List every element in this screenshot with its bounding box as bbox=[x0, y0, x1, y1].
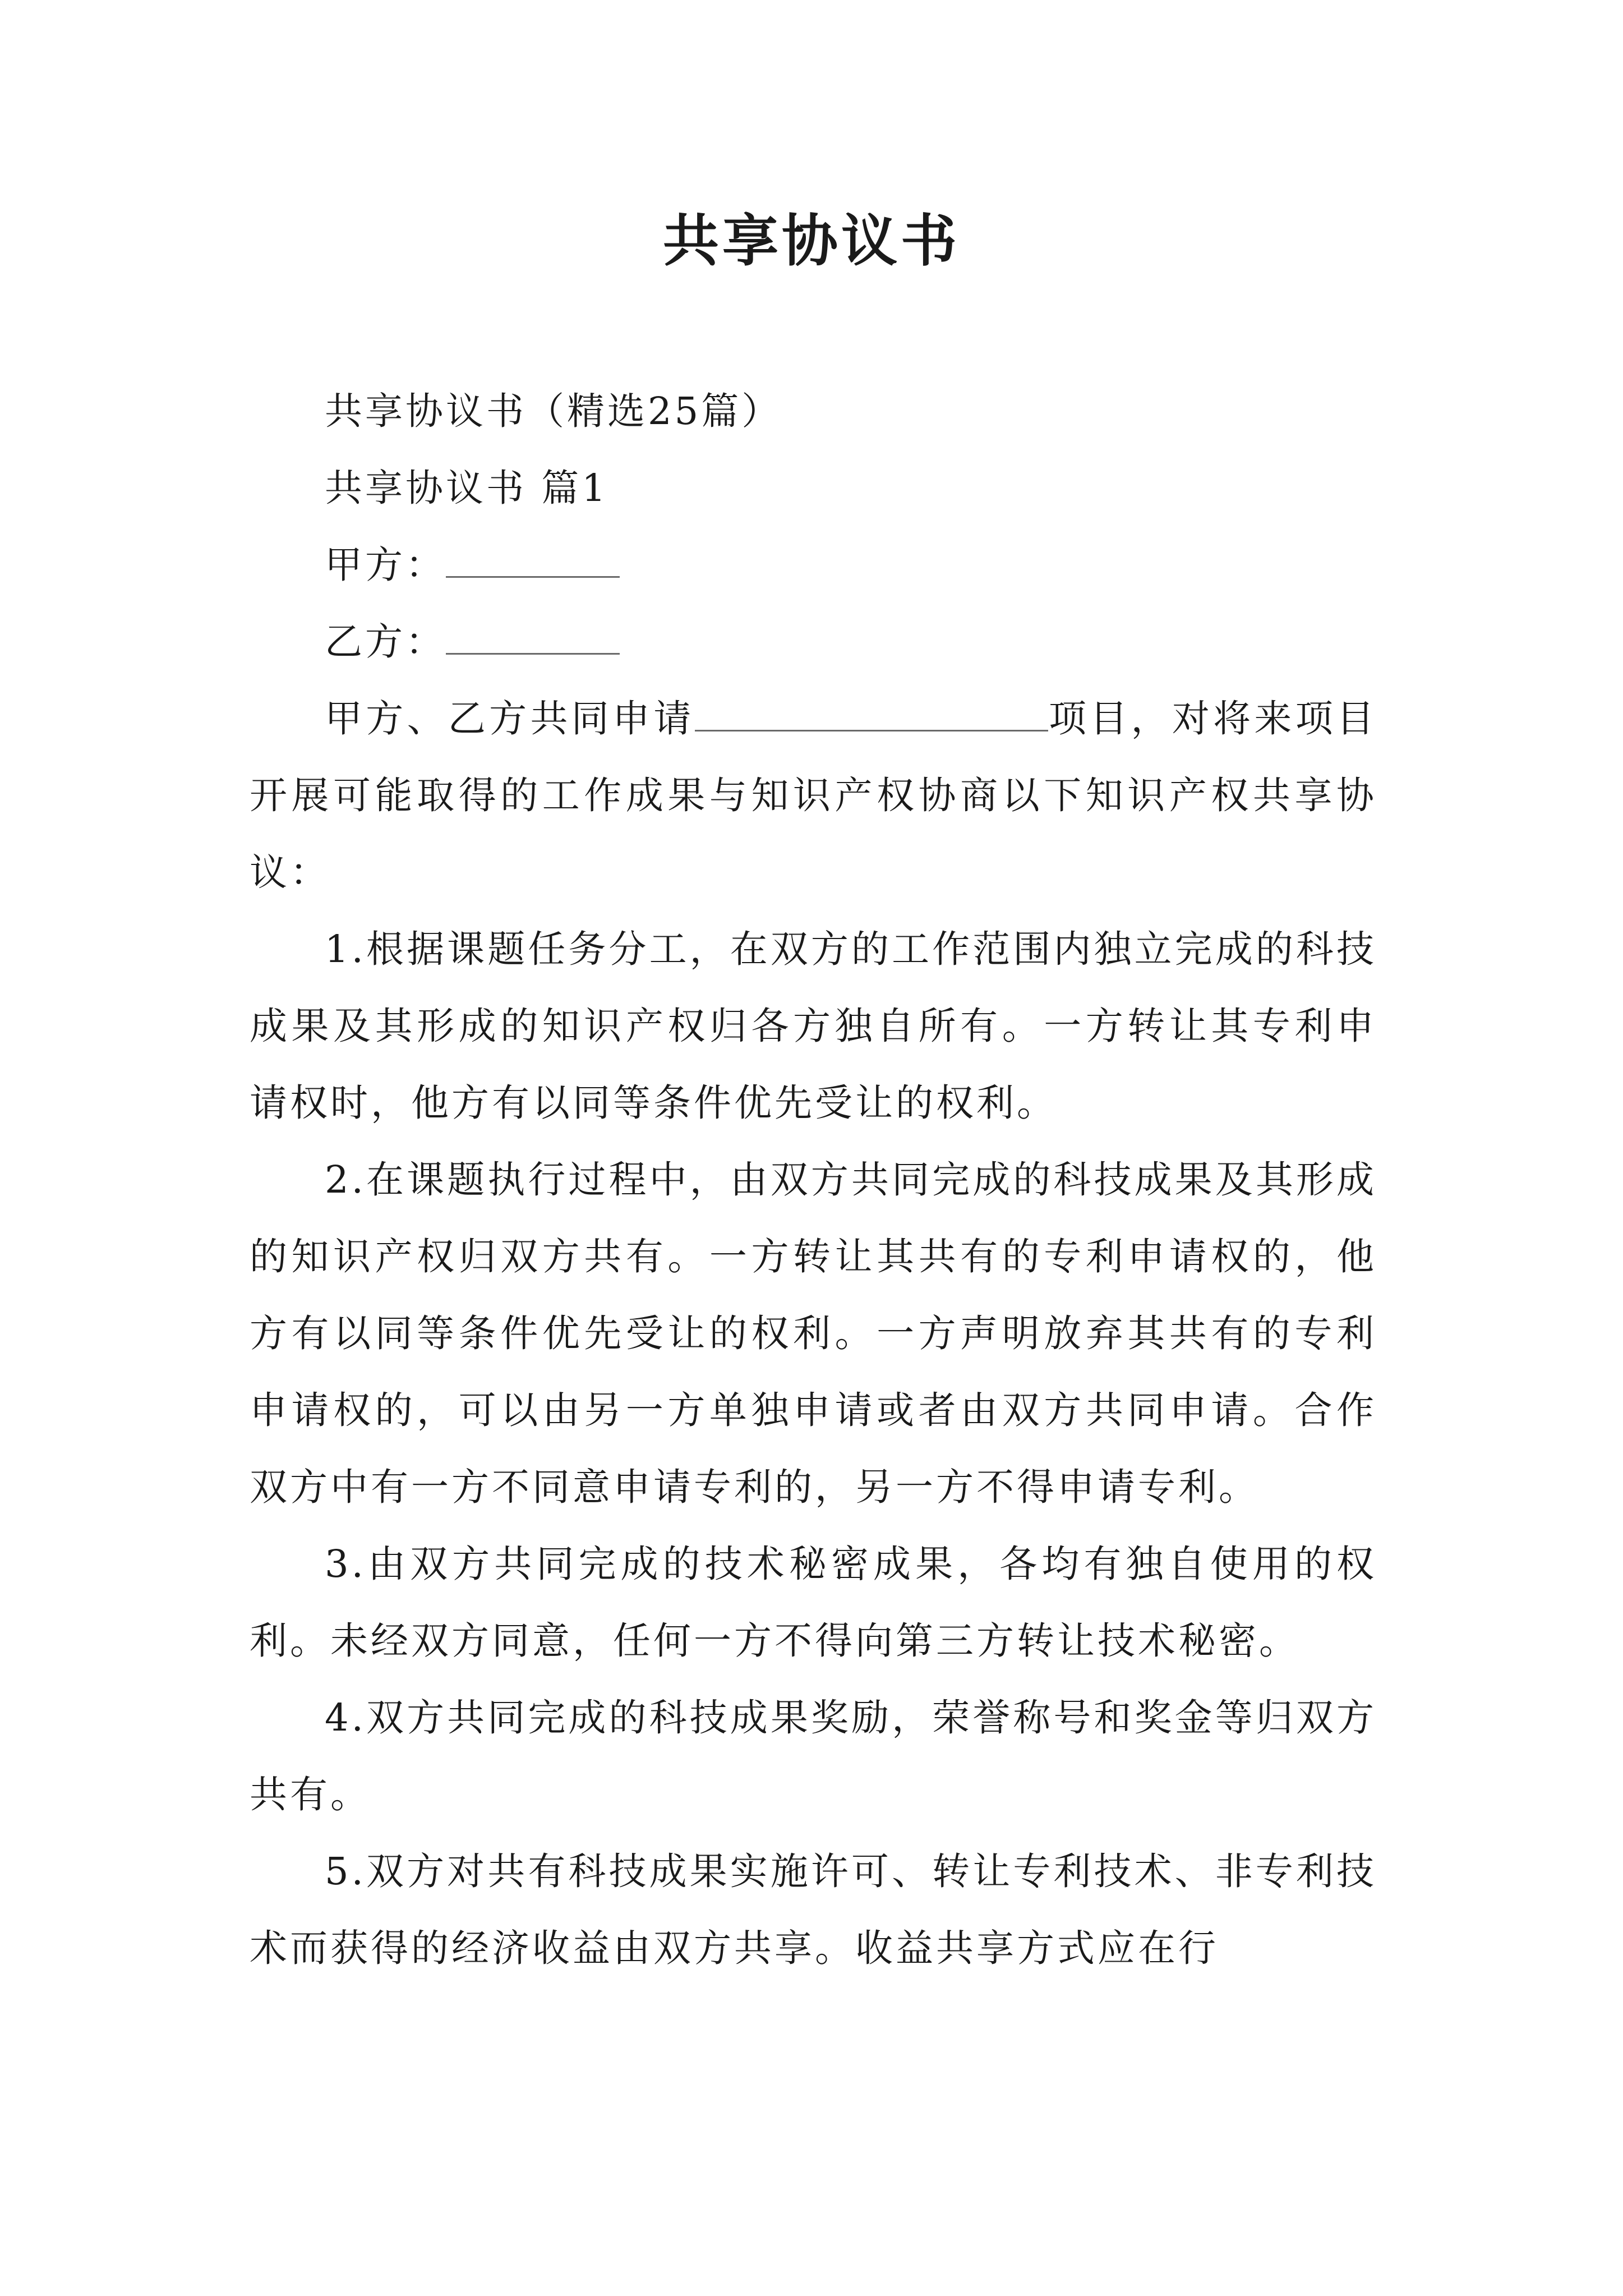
section-heading: 共享协议书 篇1 bbox=[325, 466, 608, 510]
party-b-blank bbox=[446, 624, 620, 655]
party-a-line bbox=[250, 527, 1377, 604]
intro-text-after: 项目，对将来项目开展可能取得的工作成果与知识产权协商以下知识产权共享协议： bbox=[250, 697, 1377, 894]
document-title: 共享协议书 bbox=[663, 208, 960, 274]
party-b-line bbox=[250, 604, 1377, 680]
clause-paragraph: 1.根据课题任务分工，在双方的工作范围内独立完成的科技成果及其形成的知识产权归各方独自所有。一方转让其专利申请权时，他方有以同等条件优先受让的权利。 bbox=[250, 927, 1377, 1125]
clause-paragraph: 5.双方对共有科技成果实施许可、转让专利技术、非专利技术而获得的经济收益由双方共享。收益共享方式应在行 bbox=[250, 1849, 1377, 1970]
clause-paragraph: 2.在课题执行过程中，由双方共同完成的科技成果及其形成的知识产权归双方共有。一方转让其共有的专利申请权的，他方有以同等条件优先受让的权利。一方声明放弃其共有的专利申请权的，可以由另一方单独申请或者由双方共同申请。合作双方中有一方不同意申请专利的，另一方不得申请专利。 bbox=[250, 1158, 1377, 1509]
party-b-label: 乙方： bbox=[325, 620, 446, 664]
project-blank bbox=[695, 701, 1048, 731]
party-a-blank bbox=[446, 547, 620, 578]
subtitle: 共享协议书（精选25篇） bbox=[325, 389, 782, 433]
intro-paragraph bbox=[250, 680, 1377, 911]
intro-text-before: 甲方、乙方共同申请 bbox=[325, 697, 695, 740]
clause-paragraph: 4.双方共同完成的科技成果奖励，荣誉称号和奖金等归双方共有。 bbox=[250, 1696, 1377, 1816]
clause-paragraph: 3.由双方共同完成的技术秘密成果，各均有独自使用的权利。未经双方同意，任何一方不得向第三方转让技术秘密。 bbox=[250, 1542, 1377, 1663]
party-a-label: 甲方： bbox=[325, 543, 446, 587]
document-body bbox=[250, 373, 1377, 1987]
